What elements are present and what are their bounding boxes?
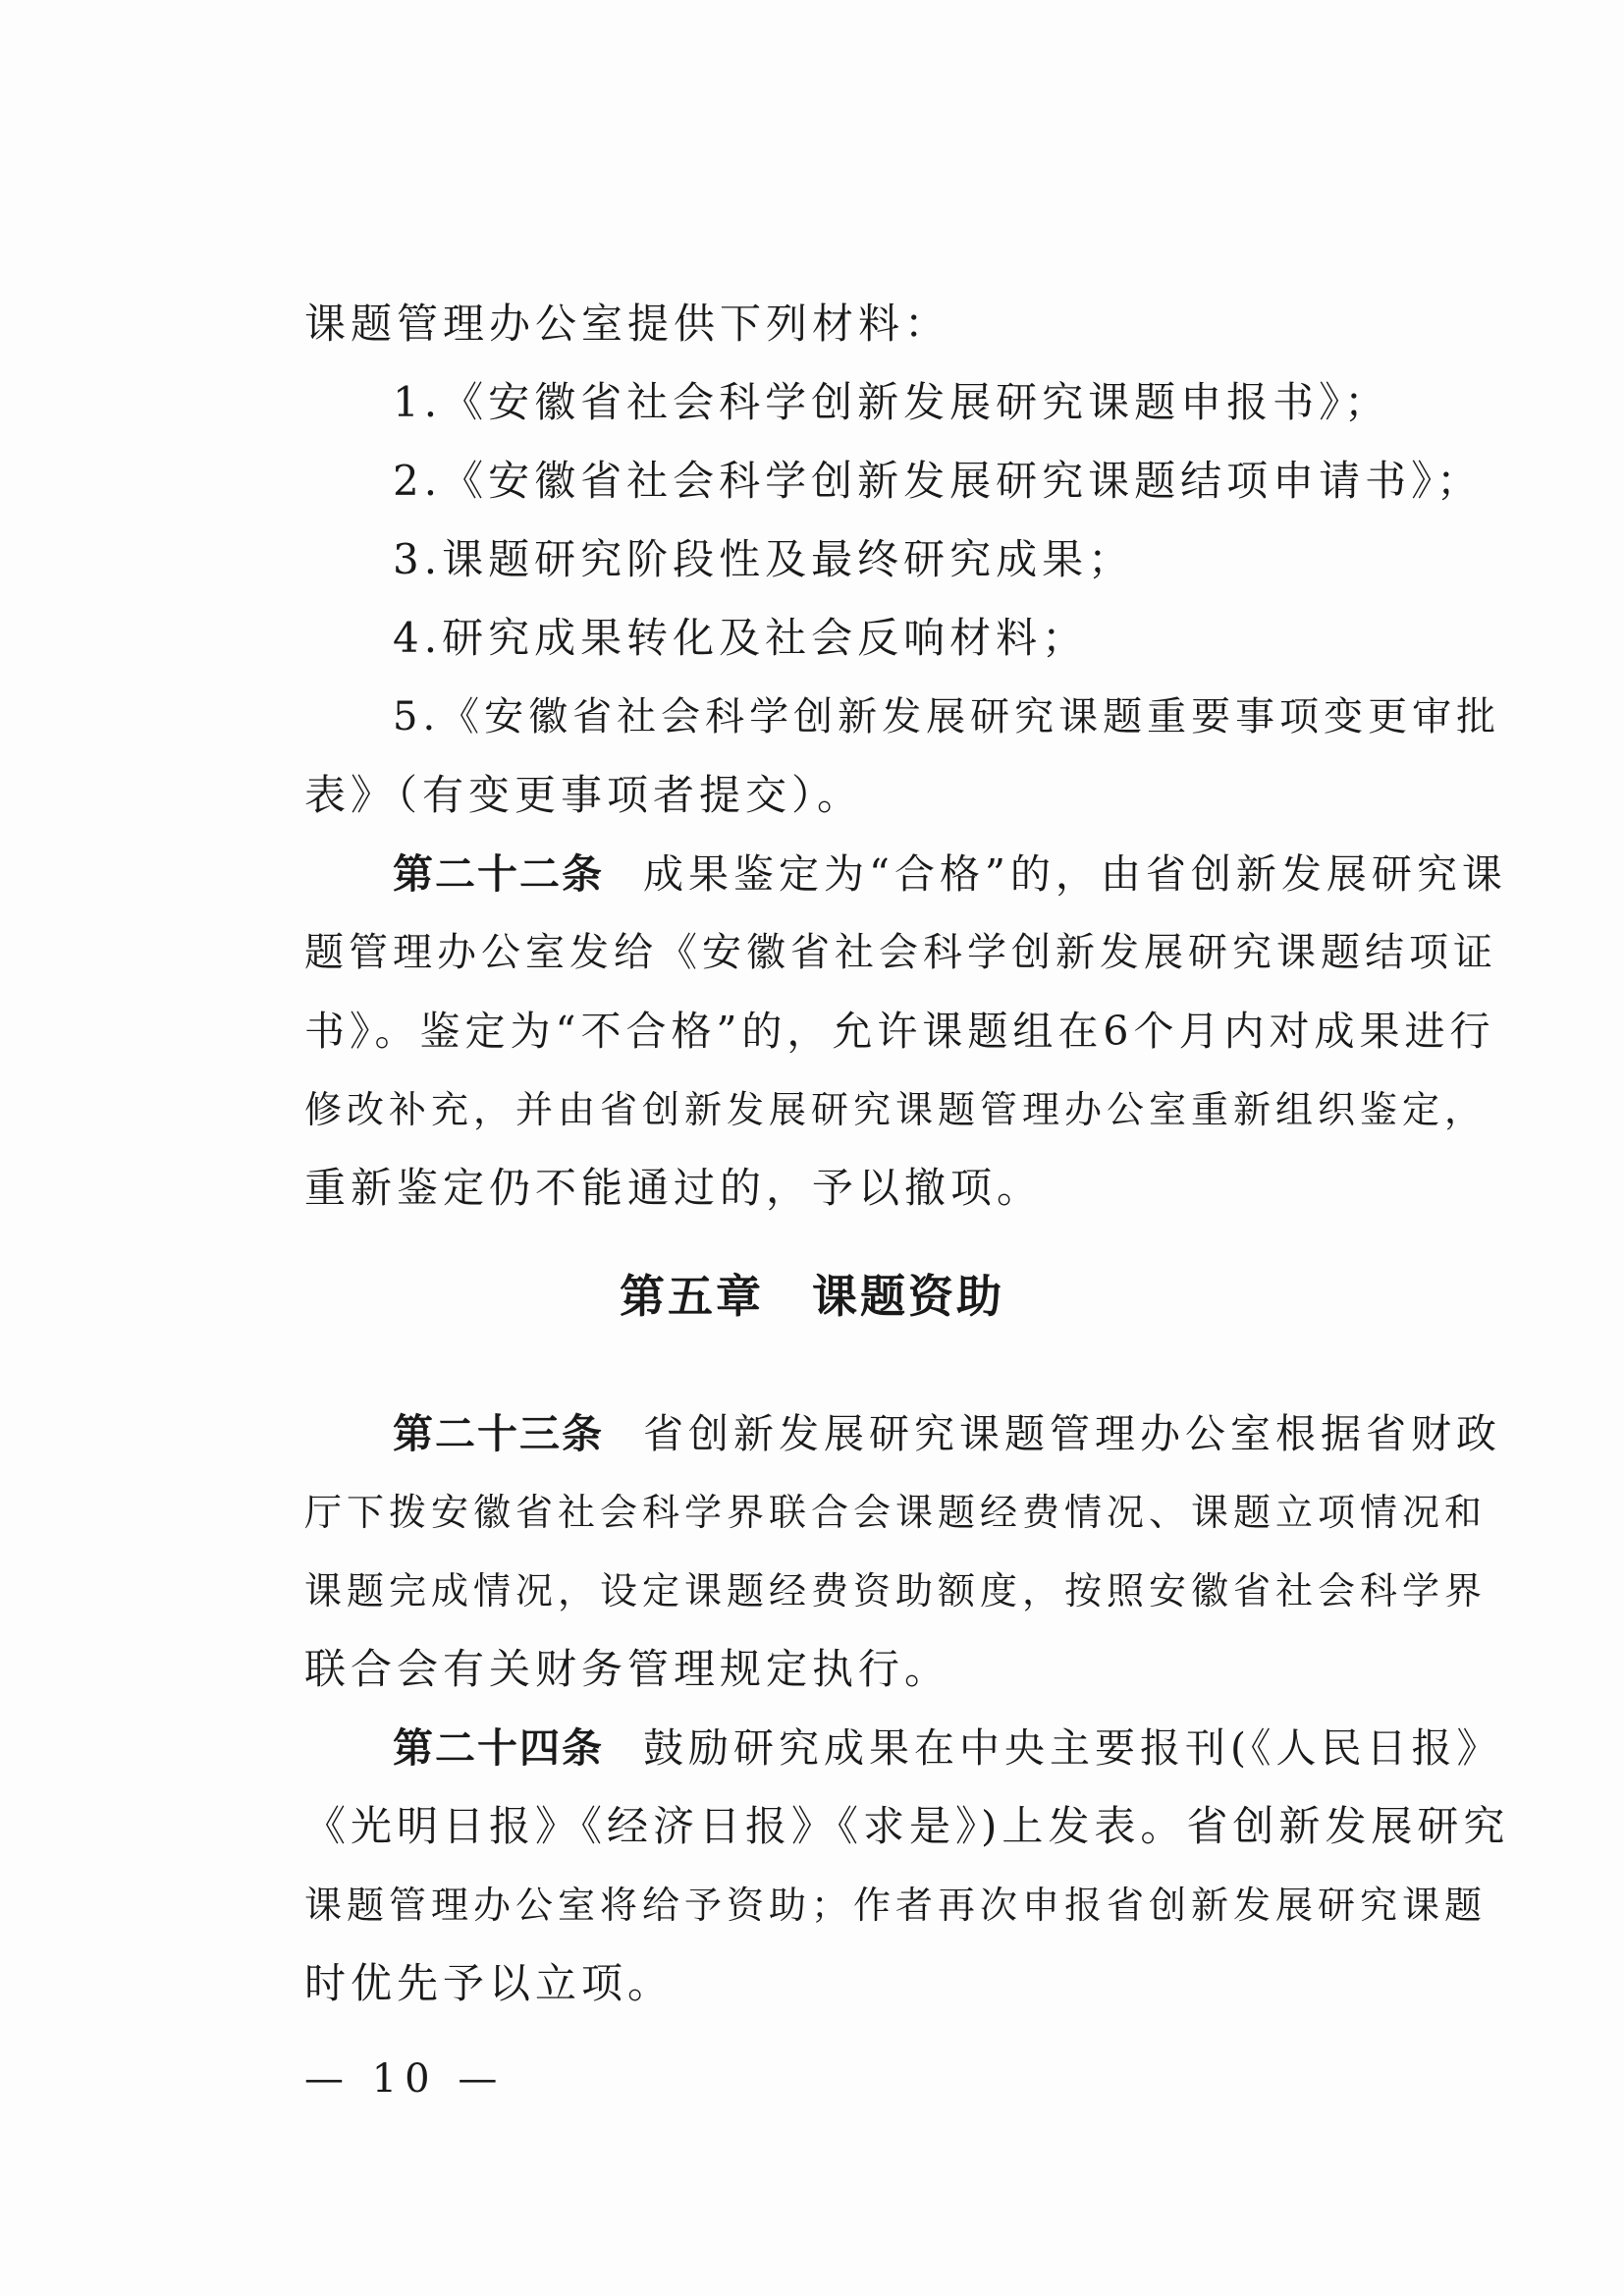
- article-23-heading: 第二十三条: [393, 1410, 604, 1457]
- paragraph-line: 厅下拨安徽省社会科学界联合会课题经费情况、课题立项情况和: [304, 1491, 1488, 1534]
- article-22-heading: 第二十二条: [393, 850, 604, 898]
- paragraph-line: 课题管理办公室提供下列材料：: [304, 300, 951, 348]
- paragraph-line: 课题完成情况，设定课题经费资助额度，按照安徽省社会科学界: [304, 1569, 1488, 1613]
- paragraph-line: 重新鉴定仍不能通过的，予以撤项。: [304, 1164, 1044, 1212]
- paragraph-line: 《光明日报》《经济日报》《求是》)上发表。省创新发展研究: [304, 1802, 1510, 1850]
- article-22-first-line: [393, 847, 1507, 902]
- list-item-continuation: 表》（有变更事项者提交）。: [304, 771, 864, 819]
- article-22-text: 成果鉴定为“合格”的，由省创新发展研究课: [643, 850, 1507, 898]
- list-item: 5.《安徽省社会科学创新发展研究课题重要事项变更审批: [393, 694, 1501, 739]
- article-23-text: 省创新发展研究课题管理办公室根据省财政: [643, 1410, 1501, 1457]
- list-item: 1.《安徽省社会科学创新发展研究课题申报书》；: [393, 378, 1391, 426]
- list-item: 2.《安徽省社会科学创新发展研究课题结项申请书》；: [393, 457, 1484, 505]
- article-24-heading: 第二十四条: [393, 1724, 604, 1772]
- paragraph-line: 课题管理办公室将给予资助；作者再次申报省创新发展研究课题: [304, 1884, 1488, 1927]
- paragraph-line: 联合会有关财务管理规定执行。: [304, 1645, 951, 1693]
- paragraph-line: 修改补充，并由省创新发展研究课题管理办公室重新组织鉴定，: [304, 1088, 1488, 1131]
- chapter-heading: 第五章 课题资助: [620, 1270, 1004, 1323]
- article-23-first-line: [393, 1406, 1501, 1461]
- paragraph-line: 题管理办公室发给《安徽省社会科学创新发展研究课题结项证: [304, 930, 1497, 975]
- article-24-first-line: [393, 1721, 1502, 1776]
- paragraph-line: 书》。鉴定为“不合格”的，允许课题组在6个月内对成果进行: [304, 1008, 1495, 1055]
- article-24-text: 鼓励研究成果在中央主要报刊(《人民日报》: [643, 1724, 1502, 1772]
- list-item: 3.课题研究阶段性及最终研究成果；: [393, 535, 1135, 583]
- paragraph-line: 时优先予以立项。: [304, 1959, 675, 2007]
- list-item: 4.研究成果转化及社会反响材料；: [393, 614, 1089, 662]
- page-number: — 10 —: [304, 2056, 506, 2102]
